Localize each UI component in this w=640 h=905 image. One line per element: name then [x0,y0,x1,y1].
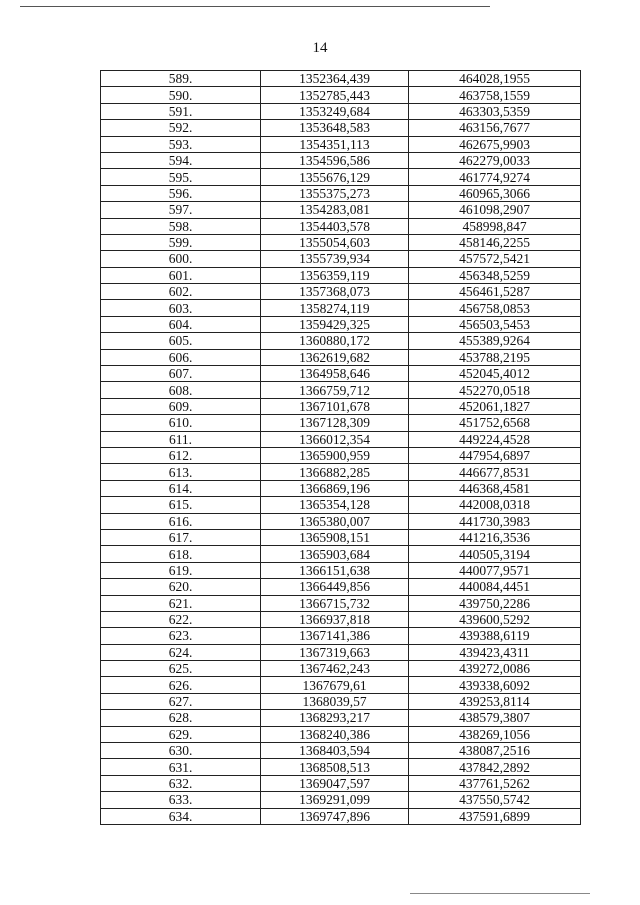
x-coordinate-cell: 1367141,386 [261,628,409,644]
point-number-cell: 602. [101,284,261,300]
x-coordinate-cell: 1366012,354 [261,431,409,447]
table-row [101,267,581,283]
point-number-cell: 595. [101,169,261,185]
table-row [101,202,581,218]
point-number-cell: 620. [101,579,261,595]
table-row [101,464,581,480]
x-coordinate-cell: 1369747,896 [261,808,409,824]
y-coordinate-cell: 456758,0853 [409,300,581,316]
y-coordinate-cell: 458998,847 [409,218,581,234]
coordinates-table [100,70,581,825]
y-coordinate-cell: 447954,6897 [409,447,581,463]
y-coordinate-cell: 461098,2907 [409,202,581,218]
x-coordinate-cell: 1358274,119 [261,300,409,316]
x-coordinate-cell: 1355054,603 [261,234,409,250]
y-coordinate-cell: 458146,2255 [409,234,581,250]
page-number: 14 [312,40,328,56]
x-coordinate-cell: 1366715,732 [261,595,409,611]
table-row [101,234,581,250]
table-row [101,759,581,775]
table-row [101,349,581,365]
table-row [101,431,581,447]
x-coordinate-cell: 1365908,151 [261,529,409,545]
x-coordinate-cell: 1368508,513 [261,759,409,775]
y-coordinate-cell: 439338,6092 [409,677,581,693]
y-coordinate-cell: 439388,6119 [409,628,581,644]
x-coordinate-cell: 1354351,113 [261,136,409,152]
point-number-cell: 596. [101,185,261,201]
y-coordinate-cell: 440505,3194 [409,546,581,562]
point-number-cell: 592. [101,120,261,136]
point-number-cell: 624. [101,644,261,660]
point-number-cell: 626. [101,677,261,693]
point-number-cell: 632. [101,775,261,791]
table-row [101,497,581,513]
point-number-cell: 625. [101,661,261,677]
x-coordinate-cell: 1368039,57 [261,693,409,709]
point-number-cell: 627. [101,693,261,709]
table-row [101,103,581,119]
table-row [101,136,581,152]
scan-edge-line [20,6,490,7]
y-coordinate-cell: 461774,9274 [409,169,581,185]
point-number-cell: 597. [101,202,261,218]
table-row [101,447,581,463]
table-row [101,644,581,660]
x-coordinate-cell: 1367128,309 [261,415,409,431]
table-row [101,611,581,627]
y-coordinate-cell: 439750,2286 [409,595,581,611]
point-number-cell: 611. [101,431,261,447]
x-coordinate-cell: 1366449,856 [261,579,409,595]
y-coordinate-cell: 463303,5359 [409,103,581,119]
point-number-cell: 623. [101,628,261,644]
table-row [101,251,581,267]
x-coordinate-cell: 1366937,818 [261,611,409,627]
table-row [101,415,581,431]
y-coordinate-cell: 442008,0318 [409,497,581,513]
point-number-cell: 594. [101,152,261,168]
y-coordinate-cell: 451752,6568 [409,415,581,431]
y-coordinate-cell: 440084,4451 [409,579,581,595]
table-row [101,710,581,726]
x-coordinate-cell: 1365380,007 [261,513,409,529]
table-row [101,218,581,234]
y-coordinate-cell: 439600,5292 [409,611,581,627]
x-coordinate-cell: 1365354,128 [261,497,409,513]
x-coordinate-cell: 1367319,663 [261,644,409,660]
point-number-cell: 613. [101,464,261,480]
x-coordinate-cell: 1352364,439 [261,71,409,87]
point-number-cell: 614. [101,480,261,496]
x-coordinate-cell: 1365903,684 [261,546,409,562]
table-row [101,775,581,791]
table-row [101,677,581,693]
x-coordinate-cell: 1357368,073 [261,284,409,300]
table-row [101,382,581,398]
point-number-cell: 601. [101,267,261,283]
y-coordinate-cell: 462279,0033 [409,152,581,168]
x-coordinate-cell: 1362619,682 [261,349,409,365]
table-row [101,546,581,562]
x-coordinate-cell: 1353249,684 [261,103,409,119]
table-row [101,316,581,332]
y-coordinate-cell: 440077,9571 [409,562,581,578]
point-number-cell: 621. [101,595,261,611]
x-coordinate-cell: 1359429,325 [261,316,409,332]
x-coordinate-cell: 1364958,646 [261,366,409,382]
point-number-cell: 604. [101,316,261,332]
y-coordinate-cell: 439423,4311 [409,644,581,660]
point-number-cell: 629. [101,726,261,742]
y-coordinate-cell: 452270,0518 [409,382,581,398]
table-row [101,398,581,414]
y-coordinate-cell: 452061,1827 [409,398,581,414]
y-coordinate-cell: 437550,5742 [409,792,581,808]
point-number-cell: 617. [101,529,261,545]
y-coordinate-cell: 439272,0086 [409,661,581,677]
x-coordinate-cell: 1367101,678 [261,398,409,414]
point-number-cell: 615. [101,497,261,513]
x-coordinate-cell: 1355375,273 [261,185,409,201]
y-coordinate-cell: 437842,2892 [409,759,581,775]
x-coordinate-cell: 1367462,243 [261,661,409,677]
point-number-cell: 630. [101,743,261,759]
y-coordinate-cell: 446368,4581 [409,480,581,496]
table-row [101,333,581,349]
table-row [101,71,581,87]
table-row [101,169,581,185]
y-coordinate-cell: 438269,1056 [409,726,581,742]
coordinates-table-container [100,70,580,825]
x-coordinate-cell: 1366869,196 [261,480,409,496]
point-number-cell: 599. [101,234,261,250]
point-number-cell: 628. [101,710,261,726]
y-coordinate-cell: 463758,1559 [409,87,581,103]
scan-edge-line [410,893,590,894]
table-row [101,152,581,168]
point-number-cell: 612. [101,447,261,463]
y-coordinate-cell: 441216,3536 [409,529,581,545]
table-row [101,480,581,496]
table-row [101,284,581,300]
y-coordinate-cell: 453788,2195 [409,349,581,365]
point-number-cell: 622. [101,611,261,627]
y-coordinate-cell: 455389,9264 [409,333,581,349]
x-coordinate-cell: 1360880,172 [261,333,409,349]
table-row [101,743,581,759]
table-row [101,562,581,578]
x-coordinate-cell: 1354283,081 [261,202,409,218]
x-coordinate-cell: 1353648,583 [261,120,409,136]
x-coordinate-cell: 1368240,386 [261,726,409,742]
table-row [101,726,581,742]
point-number-cell: 631. [101,759,261,775]
table-row [101,87,581,103]
table-row [101,579,581,595]
x-coordinate-cell: 1354596,586 [261,152,409,168]
x-coordinate-cell: 1366151,638 [261,562,409,578]
y-coordinate-cell: 463156,7677 [409,120,581,136]
point-number-cell: 593. [101,136,261,152]
table-row [101,529,581,545]
point-number-cell: 609. [101,398,261,414]
x-coordinate-cell: 1365900,959 [261,447,409,463]
x-coordinate-cell: 1352785,443 [261,87,409,103]
point-number-cell: 589. [101,71,261,87]
y-coordinate-cell: 437761,5262 [409,775,581,791]
x-coordinate-cell: 1368403,594 [261,743,409,759]
point-number-cell: 591. [101,103,261,119]
table-row [101,595,581,611]
point-number-cell: 605. [101,333,261,349]
x-coordinate-cell: 1355739,934 [261,251,409,267]
table-row [101,628,581,644]
point-number-cell: 610. [101,415,261,431]
point-number-cell: 606. [101,349,261,365]
y-coordinate-cell: 457572,5421 [409,251,581,267]
x-coordinate-cell: 1367679,61 [261,677,409,693]
point-number-cell: 603. [101,300,261,316]
y-coordinate-cell: 452045,4012 [409,366,581,382]
x-coordinate-cell: 1354403,578 [261,218,409,234]
point-number-cell: 633. [101,792,261,808]
point-number-cell: 598. [101,218,261,234]
table-row [101,366,581,382]
table-row [101,693,581,709]
y-coordinate-cell: 439253,8114 [409,693,581,709]
y-coordinate-cell: 456348,5259 [409,267,581,283]
point-number-cell: 608. [101,382,261,398]
x-coordinate-cell: 1369291,099 [261,792,409,808]
y-coordinate-cell: 456461,5287 [409,284,581,300]
y-coordinate-cell: 460965,3066 [409,185,581,201]
point-number-cell: 600. [101,251,261,267]
y-coordinate-cell: 462675,9903 [409,136,581,152]
y-coordinate-cell: 449224,4528 [409,431,581,447]
x-coordinate-cell: 1356359,119 [261,267,409,283]
x-coordinate-cell: 1355676,129 [261,169,409,185]
point-number-cell: 619. [101,562,261,578]
x-coordinate-cell: 1369047,597 [261,775,409,791]
table-row [101,185,581,201]
point-number-cell: 607. [101,366,261,382]
y-coordinate-cell: 438087,2516 [409,743,581,759]
point-number-cell: 634. [101,808,261,824]
table-row [101,120,581,136]
y-coordinate-cell: 437591,6899 [409,808,581,824]
y-coordinate-cell: 441730,3983 [409,513,581,529]
point-number-cell: 590. [101,87,261,103]
table-row [101,513,581,529]
y-coordinate-cell: 446677,8531 [409,464,581,480]
table-row [101,300,581,316]
y-coordinate-cell: 456503,5453 [409,316,581,332]
table-row [101,792,581,808]
x-coordinate-cell: 1366759,712 [261,382,409,398]
x-coordinate-cell: 1366882,285 [261,464,409,480]
point-number-cell: 618. [101,546,261,562]
table-row [101,661,581,677]
point-number-cell: 616. [101,513,261,529]
coordinates-table-body [101,71,581,825]
table-row [101,808,581,824]
y-coordinate-cell: 464028,1955 [409,71,581,87]
y-coordinate-cell: 438579,3807 [409,710,581,726]
x-coordinate-cell: 1368293,217 [261,710,409,726]
